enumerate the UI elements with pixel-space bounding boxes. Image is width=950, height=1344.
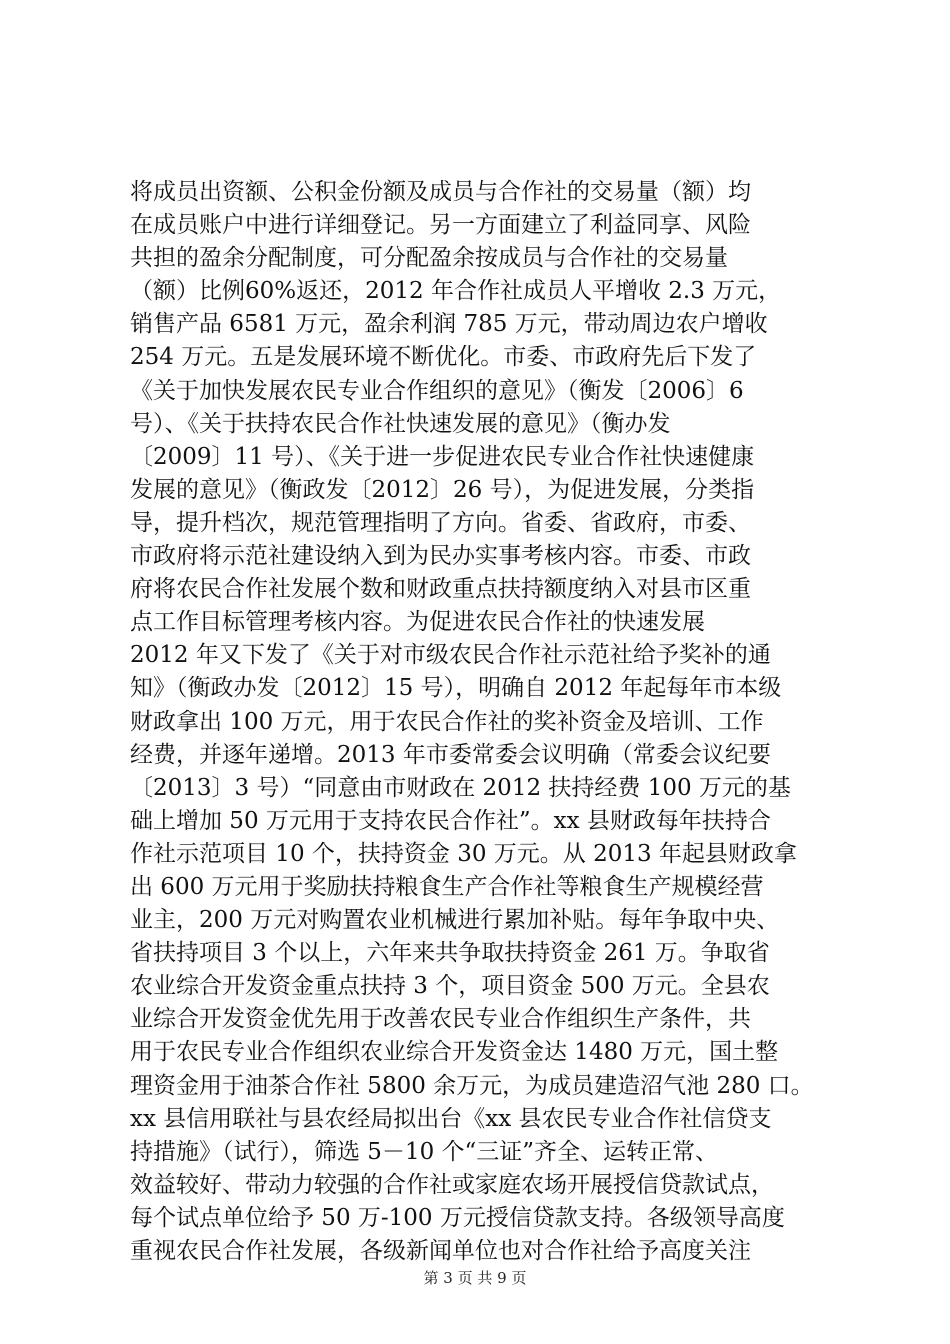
text-line: 254 万元。五是发展环境不断优化。市委、市政府先后下发了: [130, 344, 757, 371]
text-line: 效益较好、带动力较强的合作社或家庭农场开展授信贷款试点，: [130, 1171, 774, 1198]
body-paragraph: [130, 176, 850, 1268]
text-line: 出 600 万元用于奖励扶持粮食生产合作社等粮食生产规模经营: [130, 873, 764, 900]
text-line: 销售产品 6581 万元，盈余利润 785 万元，带动周边农户增收: [130, 311, 768, 338]
text-line: 经费，并逐年递增。2013 年市委常委会议明确（常委会议纪要: [130, 741, 771, 768]
text-line: 号）、《关于扶持农民合作社快速发展的意见》（衡办发: [130, 410, 671, 437]
text-line: 业主，200 万元对购置农业机械进行累加补贴。每年争取中央、: [130, 907, 780, 934]
text-line: 《关于加快发展农民专业合作组织的意见》（衡发〔2006〕6: [130, 377, 744, 404]
text-line: 持措施》（试行），筛选 5－10 个“三证”齐全、运转正常、: [130, 1138, 719, 1165]
text-line: 作社示范项目 10 个，扶持资金 30 万元。从 2013 年起县财政拿: [130, 840, 797, 867]
text-line: （额）比例60%返还，2012 年合作社成员人平增收 2.3 万元，: [130, 278, 782, 305]
text-line: 府将农民合作社发展个数和财政重点扶持额度纳入对县市区重: [130, 576, 751, 603]
text-line: 农业综合开发资金重点扶持 3 个，项目资金 500 万元。全县农: [130, 973, 770, 1000]
text-line: 导，提升档次，规范管理指明了方向。省委、省政府，市委、: [130, 509, 751, 536]
text-line: 业综合开发资金优先用于改善农民专业合作组织生产条件，共: [130, 1006, 751, 1033]
page-number-footer: 第 3 页 共 9 页: [423, 1269, 527, 1287]
text-line: 知》（衡政办发〔2012〕15 号），明确自 2012 年起每年市本级: [130, 675, 782, 702]
text-line: 省扶持项目 3 个以上，六年来共争取扶持资金 261 万。争取省: [130, 940, 770, 967]
text-line: 〔2013〕3 号）“同意由市财政在 2012 扶持经费 100 万元的基: [130, 774, 791, 801]
text-line: 每个试点单位给予 50 万-100 万元授信贷款支持。各级领导高度: [130, 1204, 785, 1231]
text-line: 用于农民专业合作组织农业综合开发资金达 1480 万元，国土整: [130, 1039, 779, 1066]
text-line: 市政府将示范社建设纳入到为民办实事考核内容。市委、市政: [130, 543, 751, 570]
text-line: xx 县信用联社与县农经局拟出台《xx 县农民专业合作社信贷支: [130, 1105, 772, 1132]
text-line: 重视农民合作社发展，各级新闻单位也对合作社给予高度关注: [130, 1238, 751, 1264]
text-line: 在成员账户中进行详细登记。另一方面建立了利益同享、风险: [130, 212, 751, 239]
text-line: 点工作目标管理考核内容。为促进农民合作社的快速发展: [130, 609, 705, 636]
text-line: 〔2009〕11 号）、《关于进一步促进农民专业合作社快速健康: [130, 443, 755, 470]
text-line: 将成员出资额、公积金份额及成员与合作社的交易量（额）均: [130, 179, 751, 205]
text-line: 础上增加 50 万元用于支持农民合作社”。xx 县财政每年扶持合: [130, 807, 771, 834]
text-line: 2012 年又下发了《关于对市级农民合作社示范社给予奖补的通: [130, 642, 771, 669]
text-line: 发展的意见》（衡政发〔2012〕26 号），为促进发展，分类指: [130, 476, 755, 503]
text-line: 理资金用于油茶合作社 5800 余万元，为成员建造沼气池 280 口。: [130, 1072, 814, 1099]
text-line: 共担的盈余分配制度，可分配盈余按成员与合作社的交易量: [130, 245, 728, 272]
text-line: 财政拿出 100 万元，用于农民合作社的奖补资金及培训、工作: [130, 708, 764, 735]
